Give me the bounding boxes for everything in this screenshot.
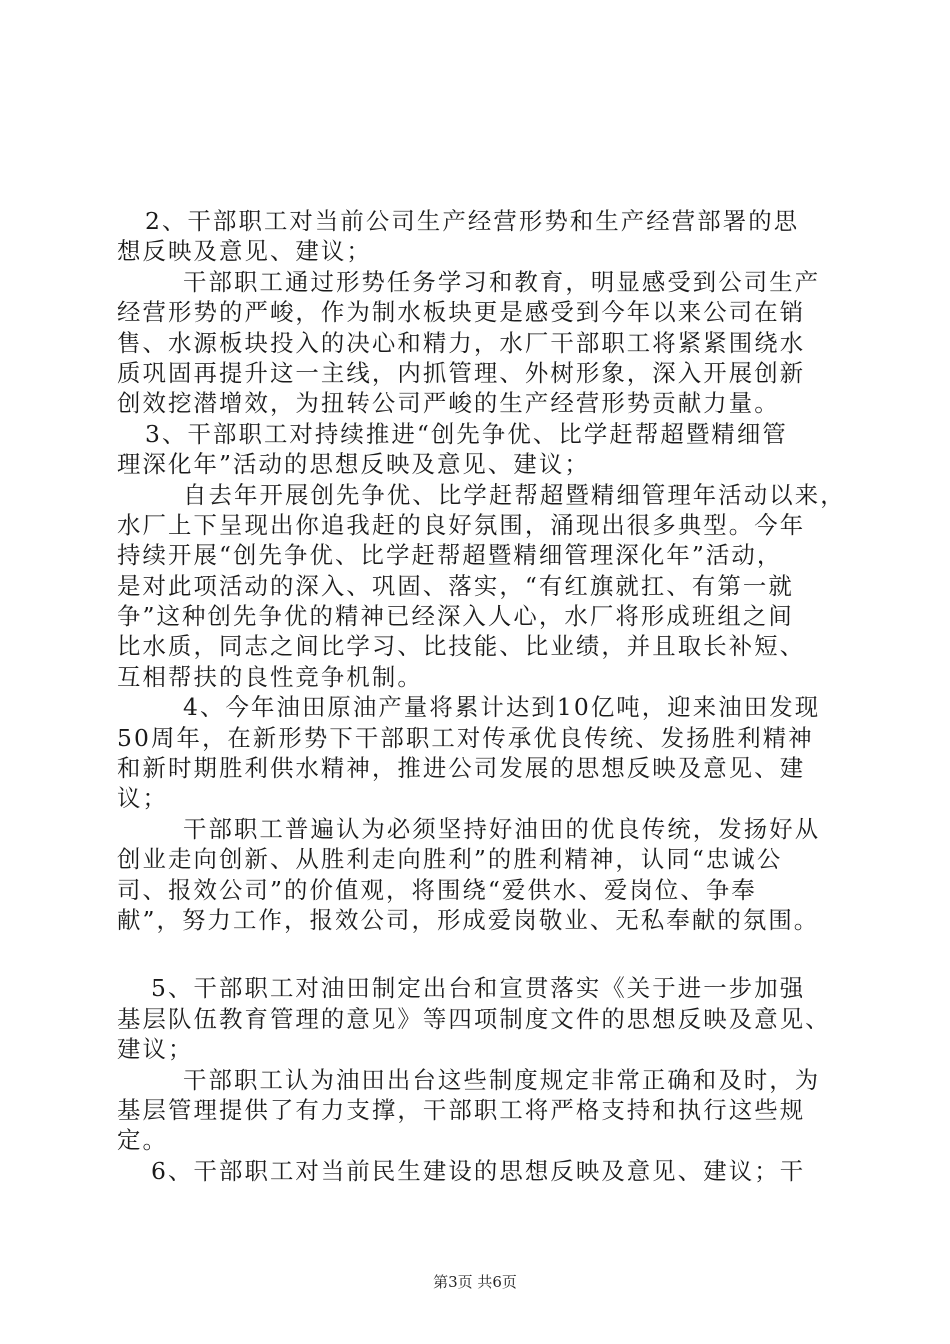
text-line: 建议；	[117, 1035, 194, 1064]
text-line: 3、干部职工对持续推进“创先争优、比学赶帮超暨精细管	[145, 419, 788, 448]
text-line: 想反映及意见、建议；	[117, 237, 372, 266]
text-line: 干部职工普遍认为必须坚持好油田的优良传统，发扬好从	[183, 814, 821, 843]
text-line: 比水质，同志之间比学习、比技能、比业绩，并且取长补短、	[117, 632, 806, 661]
text-line: 献”，努力工作，报效公司，形成爱岗敬业、无私奉献的氛围。	[117, 905, 820, 934]
text-line: 司、报效公司”的价值观，将围绕“爱供水、爱岗位、争奉	[117, 875, 757, 904]
document-body	[117, 206, 846, 1186]
text-line: 理深化年”活动的思想反映及意见、建议；	[117, 450, 590, 479]
text-line: 水厂上下呈现出你追我赶的良好氛围，涌现出很多典型。今年	[117, 510, 806, 539]
text-line: 自去年开展创先争优、比学赶帮超暨精细管理年活动以来，	[183, 480, 846, 509]
text-line: 是对此项活动的深入、巩固、落实，“有红旗就扛、有第一就	[117, 571, 794, 600]
text-line: 基层队伍教育管理的意见》等四项制度文件的思想反映及意见、	[117, 1004, 831, 1033]
text-line: 经营形势的严峻，作为制水板块更是感受到今年以来公司在销	[117, 298, 806, 327]
text-line: 议；	[117, 784, 168, 813]
text-line: 售、水源板块投入的决心和精力，水厂干部职工将紧紧围绕水	[117, 328, 806, 357]
text-line: 4、今年油田原油产量将累计达到10亿吨，迎来油田发现	[183, 693, 821, 722]
text-line: 5、干部职工对油田制定出台和宣贯落实《关于进一步加强	[151, 974, 806, 1003]
text-line: 和新时期胜利供水精神，推进公司发展的思想反映及意见、建	[117, 754, 806, 783]
text-line: 定。	[117, 1126, 168, 1155]
text-line: 2、干部职工对当前公司生产经营形势和生产经营部署的思	[145, 207, 800, 235]
text-line: 创效挖潜增效，为扭转公司严峻的生产经营形势贡献力量。	[117, 389, 780, 418]
page-number-footer: 第3页 共6页	[433, 1273, 517, 1291]
text-line: 干部职工认为油田出台这些制度规定非常正确和及时，为	[183, 1065, 821, 1094]
text-line: 基层管理提供了有力支撑，干部职工将严格支持和执行这些规	[117, 1095, 806, 1124]
text-line: 干部职工通过形势任务学习和教育，明显感受到公司生产	[183, 267, 821, 296]
text-line: 质巩固再提升这一主线，内抓管理、外树形象，深入开展创新	[117, 358, 806, 387]
paragraph-gap	[117, 935, 837, 973]
text-line: 持续开展“创先争优、比学赶帮超暨精细管理深化年”活动，	[117, 541, 783, 570]
text-line: 互相帮扶的良性竞争机制。	[117, 662, 423, 691]
text-line: 6、干部职工对当前民生建设的思想反映及意见、建议；干	[151, 1156, 806, 1185]
text-line: 50周年，在新形势下干部职工对传承优良传统、发扬胜利精神	[117, 723, 814, 752]
text-line: 争”这种创先争优的精神已经深入人心，水厂将形成班组之间	[117, 602, 794, 631]
text-line: 创业走向创新、从胜利走向胜利”的胜利精神，认同“忠诚公	[117, 845, 783, 874]
